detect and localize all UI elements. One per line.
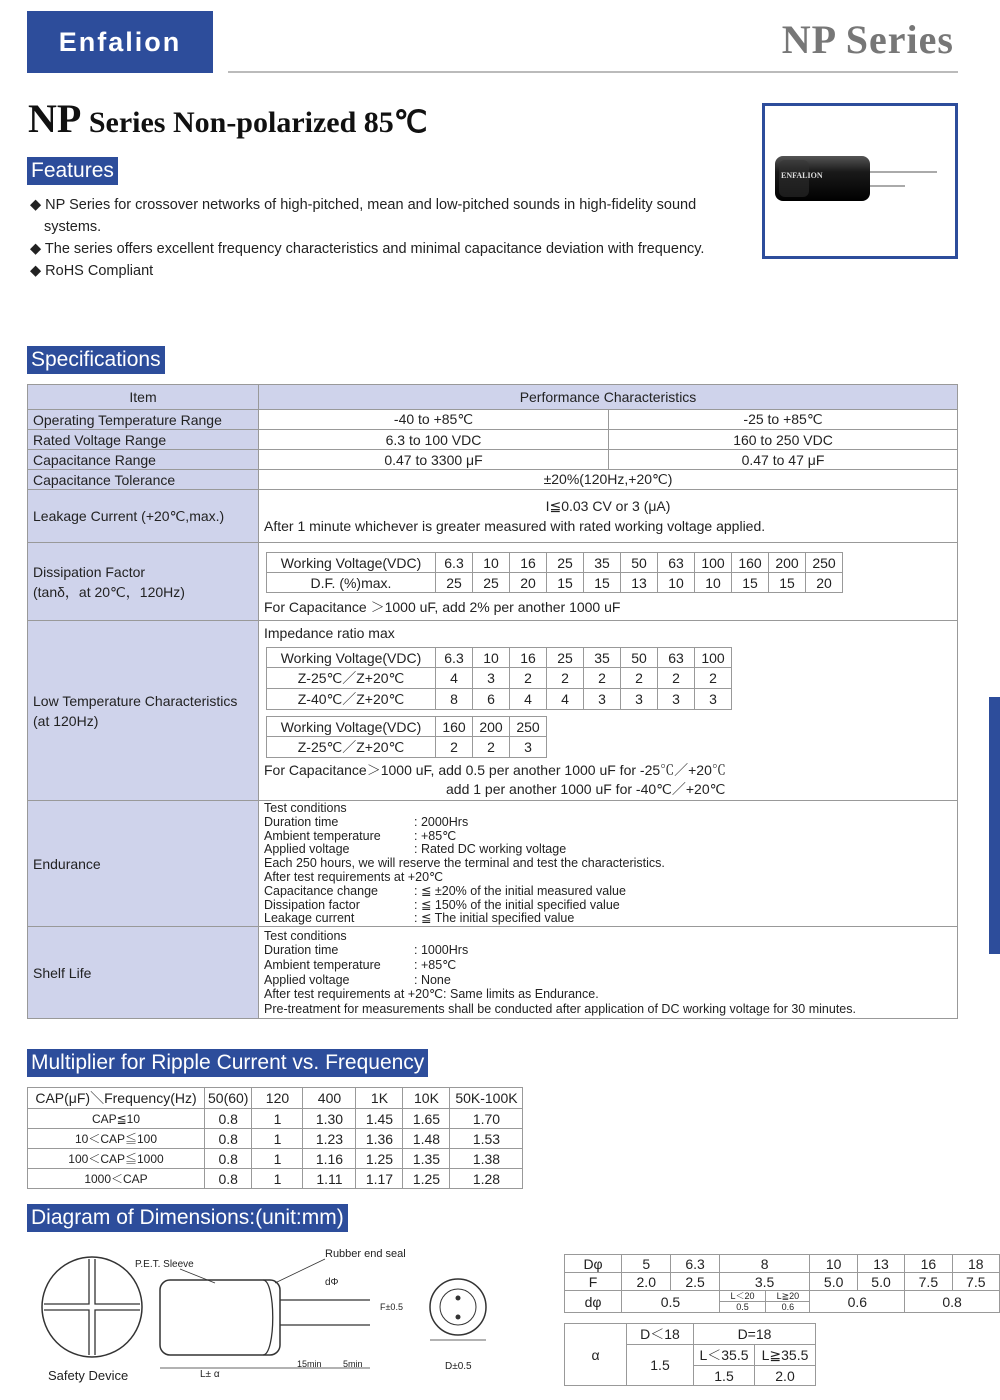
lt1-z40-label: Z-40℃／Z+20℃ <box>267 689 436 710</box>
brand-logo <box>27 11 213 73</box>
pet-sleeve-label: P.E.T. Sleeve <box>135 1259 194 1270</box>
df-voltage-cell: 35 <box>584 553 621 573</box>
dd-label: dφ <box>565 1291 622 1313</box>
col-performance: Performance Characteristics <box>259 385 958 410</box>
dd-split-cell <box>719 1291 810 1313</box>
lt1-z25-cell: 2 <box>510 668 547 689</box>
d-value: 10 <box>810 1255 857 1273</box>
side-accent-bar <box>989 697 1000 954</box>
cap-range-b: 0.47 to 47 μF <box>609 450 958 470</box>
lowtemp-note-1: For Capacitance＞1000 uF, add 0.5 per another 1000 uF for -25℃／+20℃ <box>264 762 726 778</box>
shelf-label: Shelf Life <box>28 927 259 1019</box>
f-value: 3.5 <box>719 1273 810 1291</box>
dimension-table-a <box>564 1254 1000 1313</box>
shelf-ambient-value: : +85℃ <box>414 958 457 973</box>
lt1-voltage-cell: 50 <box>621 648 658 668</box>
lt2-voltage-cell: 200 <box>473 717 510 737</box>
ripple-cell: 1.35 <box>403 1149 450 1169</box>
ripple-cell: 1.28 <box>450 1169 523 1189</box>
header-divider <box>228 71 958 73</box>
shelf-ambient-key: Ambient temperature <box>264 958 381 973</box>
df-label-2: (tanδ，at 20℃，120Hz) <box>33 583 185 600</box>
endurance-label: Endurance <box>28 801 259 927</box>
lt1-z40-cell: 3 <box>658 689 695 710</box>
lt2-voltage-cell: 160 <box>436 717 473 737</box>
df-percent-cell: 20 <box>806 573 843 593</box>
ripple-heading: Multiplier for Ripple Current vs. Frequency <box>27 1049 428 1077</box>
ripple-cell: 1.30 <box>303 1109 356 1129</box>
d-value: 5 <box>622 1255 671 1273</box>
series-title: NP Series <box>781 17 954 62</box>
df-voltage-cell: 63 <box>658 553 695 573</box>
lowtemp-label-1: Low Temperature Characteristics <box>33 692 238 709</box>
lt2-z25-cell: 2 <box>436 737 473 758</box>
lt1-z25-cell: 2 <box>584 668 621 689</box>
df-label-1: Dissipation Factor <box>33 563 146 580</box>
ripple-table <box>27 1087 523 1189</box>
d-value: 18 <box>952 1255 999 1273</box>
shelf-applied-value: : None <box>414 972 451 987</box>
l355-ge-label: L≧35.5 <box>755 1345 816 1366</box>
op-temp-label: Operating Temperature Range <box>28 410 259 430</box>
lt1-z25-cell: 2 <box>695 668 732 689</box>
cap-range-a: 0.47 to 3300 μF <box>259 450 609 470</box>
lt1-z40-cell: 8 <box>436 689 473 710</box>
lt1-z40-row <box>267 689 732 710</box>
df-value <box>259 543 958 621</box>
df-percent-cell: 15 <box>547 573 584 593</box>
shelf-value <box>259 927 958 1019</box>
title-rest: Series Non-polarized 85℃ <box>81 106 428 139</box>
endurance-cc-key: Capacitance change <box>264 883 378 898</box>
dd-value-3: 0.6 <box>810 1291 905 1313</box>
ripple-header-row <box>28 1088 523 1109</box>
lt1-voltage-cell: 35 <box>584 648 621 668</box>
ripple-row <box>28 1149 523 1169</box>
cap-tolerance-label: Capacitance Tolerance <box>28 470 259 490</box>
endurance-after: After test requirements at +20℃ <box>264 869 444 884</box>
endurance-applied-value: : Rated DC working voltage <box>414 842 567 857</box>
op-temp-a: -40 to +85℃ <box>259 410 609 430</box>
ripple-cell: 0.8 <box>205 1129 252 1149</box>
dimension-table-b <box>564 1323 816 1386</box>
dimension-diagram <box>20 1245 520 1385</box>
df-percent-cell: 20 <box>510 573 547 593</box>
lowtemp-title: Impedance ratio max <box>264 625 395 641</box>
endurance-each: Each 250 hours, we will reserve the terminal and test the characteristics. <box>264 856 665 871</box>
cap-range-label: Capacitance Range <box>28 450 259 470</box>
dd-l20a: L＜20 <box>720 1291 766 1302</box>
alpha-value-3: 2.0 <box>755 1366 816 1386</box>
df-voltage-label: Working Voltage(VDC) <box>267 553 436 573</box>
lt2-voltage-label: Working Voltage(VDC) <box>267 717 436 737</box>
shelf-duration-value: : 1000Hrs <box>414 943 469 958</box>
df-percent-cell: 15 <box>732 573 769 593</box>
df-voltage-cell: 25 <box>547 553 584 573</box>
leakage-note: After 1 minute whichever is greater measured with rated working voltage applied. <box>264 518 766 534</box>
d18-equal-label: D=18 <box>694 1324 816 1345</box>
ripple-header-cell: 1K <box>356 1088 403 1109</box>
shelf-tc: Test conditions <box>264 928 347 943</box>
lt1-z25-cell: 4 <box>436 668 473 689</box>
lt1-z40-cell: 6 <box>473 689 510 710</box>
endurance-tc: Test conditions <box>264 801 347 815</box>
lt2-z25-cell: 2 <box>473 737 510 758</box>
d-value: 6.3 <box>671 1255 719 1273</box>
rated-voltage-label: Rated Voltage Range <box>28 430 259 450</box>
df-percent-cell: 10 <box>695 573 732 593</box>
df-voltage-cell: 10 <box>473 553 510 573</box>
safety-device-label: Safety Device <box>48 1368 129 1383</box>
df-percent-row <box>267 573 843 593</box>
feature-item-1-cont: systems. <box>44 219 102 235</box>
col-item: Item <box>28 385 259 410</box>
lt2-voltage-row <box>267 717 547 737</box>
ripple-header-cell: 10K <box>403 1088 450 1109</box>
lt1-voltage-cell: 16 <box>510 648 547 668</box>
ripple-cell: 1 <box>252 1129 303 1149</box>
rubber-seal-label: Rubber end seal <box>325 1248 406 1260</box>
lead-15min-label: 15min <box>297 1359 322 1369</box>
capacitor-label: ENFALION <box>781 171 823 180</box>
ripple-row-label: 10＜CAP≦100 <box>28 1129 205 1149</box>
shelf-applied-key: Applied voltage <box>264 972 350 987</box>
ripple-header-cell: 50K-100K <box>450 1088 523 1109</box>
lt1-voltage-cell: 10 <box>473 648 510 668</box>
df-percent-cell: 15 <box>769 573 806 593</box>
endurance-duration-value: : 2000Hrs <box>414 814 469 829</box>
title-np: NP <box>28 96 82 141</box>
op-temp-b: -25 to +85℃ <box>609 410 958 430</box>
endurance-ambient-key: Ambient temperature <box>264 828 381 843</box>
lt1-z40-cell: 3 <box>621 689 658 710</box>
ripple-cell: 1.45 <box>356 1109 403 1129</box>
lowtemp-label <box>28 621 259 801</box>
ripple-header-cell: 50(60) <box>205 1088 252 1109</box>
df-voltage-row <box>267 553 843 573</box>
lt1-z25-row <box>267 668 732 689</box>
df-voltage-cell: 160 <box>732 553 769 573</box>
ripple-header-cell: 120 <box>252 1088 303 1109</box>
df-percent-cell: 25 <box>473 573 510 593</box>
capacitor-bottom-drawing <box>430 1279 486 1340</box>
df-voltage-cell: 50 <box>621 553 658 573</box>
dimA-diameter-row <box>565 1255 1000 1273</box>
dd-value-1: 0.5 <box>622 1291 720 1313</box>
ripple-cell: 1.38 <box>450 1149 523 1169</box>
d18-less-label: D＜18 <box>627 1324 694 1345</box>
ripple-cell: 0.8 <box>205 1109 252 1129</box>
dd-l20a-value: 0.5 <box>720 1302 766 1313</box>
lt1-voltage-cell: 6.3 <box>436 648 473 668</box>
ripple-cell: 0.8 <box>205 1149 252 1169</box>
lead-diameter-label: dΦ <box>325 1277 339 1288</box>
endurance-df-key: Dissipation factor <box>264 897 360 912</box>
f-value: 2.0 <box>622 1273 671 1291</box>
ripple-cell: 1.48 <box>403 1129 450 1149</box>
ripple-cell: 1.17 <box>356 1169 403 1189</box>
ripple-header-label: CAP(μF)＼Frequency(Hz) <box>28 1088 205 1109</box>
safety-device-drawing <box>42 1257 142 1357</box>
df-voltage-cell: 200 <box>769 553 806 573</box>
lt1-voltage-cell: 100 <box>695 648 732 668</box>
df-voltage-cell: 100 <box>695 553 732 573</box>
dimensions-heading: Diagram of Dimensions:(unit:mm) <box>27 1204 348 1232</box>
lt1-voltage-cell: 25 <box>547 648 584 668</box>
ripple-cell: 1.70 <box>450 1109 523 1129</box>
ripple-row <box>28 1109 523 1129</box>
endurance-value <box>259 801 958 927</box>
shelf-duration-key: Duration time <box>264 943 339 958</box>
l355-less-label: L＜35.5 <box>694 1345 755 1366</box>
ripple-cell: 1 <box>252 1109 303 1129</box>
leakage-label: Leakage Current (+20℃,max.) <box>28 490 259 543</box>
lt1-voltage-cell: 63 <box>658 648 695 668</box>
capacitor-side-drawing <box>160 1280 370 1368</box>
df-voltage-cell: 250 <box>806 553 843 573</box>
ripple-row <box>28 1169 523 1189</box>
dimA-pitch-row <box>565 1273 1000 1291</box>
lt1-z40-cell: 4 <box>547 689 584 710</box>
endurance-cc-value: : ≦ ±20% of the initial measured value <box>414 883 626 898</box>
ripple-cell: 1.25 <box>356 1149 403 1169</box>
cap-tolerance-value: ±20%(120Hz,+20℃) <box>259 470 958 490</box>
df-percent-cell: 10 <box>658 573 695 593</box>
ripple-row-label: CAP≦10 <box>28 1109 205 1129</box>
lt1-z25-cell: 2 <box>621 668 658 689</box>
lt1-z25-cell: 3 <box>473 668 510 689</box>
ripple-cell: 1.53 <box>450 1129 523 1149</box>
alpha-label: α <box>565 1324 627 1386</box>
lowtemp-value <box>259 621 958 801</box>
lt1-z25-label: Z-25℃／Z+20℃ <box>267 668 436 689</box>
leakage-formula: I≦0.03 CV or 3 (μA) <box>545 498 671 514</box>
ripple-row-label: 1000＜CAP <box>28 1169 205 1189</box>
ripple-cell: 1.11 <box>303 1169 356 1189</box>
lt2-z25-row <box>267 737 547 758</box>
specifications-table <box>27 384 958 1019</box>
endurance-df-value: : ≦ 150% of the initial specified value <box>414 897 620 912</box>
df-note: For Capacitance ＞1000 uF, add 2% per another 1000 uF <box>264 599 621 615</box>
f-value: 2.5 <box>671 1273 719 1291</box>
lowtemp-table-1 <box>266 647 732 710</box>
endurance-duration-key: Duration time <box>264 814 339 829</box>
df-percent-label: D.F. (%)max. <box>267 573 436 593</box>
f-label: F <box>565 1273 622 1291</box>
ripple-header-cell: 400 <box>303 1088 356 1109</box>
shelf-after: After test requirements at +20℃: Same limits as Endurance. <box>264 987 599 1002</box>
lt1-z25-cell: 2 <box>547 668 584 689</box>
rated-voltage-b: 160 to 250 VDC <box>609 430 958 450</box>
dd-split-table <box>720 1291 810 1312</box>
df-inner-table <box>266 552 843 593</box>
ripple-cell: 1.65 <box>403 1109 450 1129</box>
df-voltage-cell: 6.3 <box>436 553 473 573</box>
lowtemp-note-2: add 1 per another 1000 uF for -40℃／+20℃ <box>446 781 726 797</box>
ripple-cell: 0.8 <box>205 1169 252 1189</box>
dd-l20b-value: 0.6 <box>781 1302 795 1312</box>
lt1-voltage-row <box>267 648 732 668</box>
d-value: 13 <box>857 1255 904 1273</box>
f-value: 7.5 <box>952 1273 999 1291</box>
df-percent-cell: 13 <box>621 573 658 593</box>
logo-text: Enfalion <box>58 26 182 57</box>
d-tolerance-label: D±0.5 <box>445 1361 472 1372</box>
ripple-cell: 1.25 <box>403 1169 450 1189</box>
endurance-lc-key: Leakage current <box>264 911 355 926</box>
specifications-heading: Specifications <box>27 346 165 374</box>
feature-item-1: ◆ NP Series for crossover networks of high-pitched, mean and low-pitched sounds in high-fidelity sound <box>30 197 697 213</box>
d-label: Dφ <box>565 1255 622 1273</box>
ripple-row-label: 100＜CAP≦1000 <box>28 1149 205 1169</box>
ripple-cell: 1.16 <box>303 1149 356 1169</box>
f-value: 7.5 <box>905 1273 952 1291</box>
ripple-cell: 1.36 <box>356 1129 403 1149</box>
df-percent-cell: 15 <box>584 573 621 593</box>
df-voltage-cell: 16 <box>510 553 547 573</box>
ripple-cell: 1 <box>252 1169 303 1189</box>
f-tolerance-label: F±0.5 <box>380 1302 403 1312</box>
f-value: 5.0 <box>810 1273 857 1291</box>
lowtemp-table-2 <box>266 716 547 758</box>
f-value: 5.0 <box>857 1273 904 1291</box>
lt1-voltage-label: Working Voltage(VDC) <box>267 648 436 668</box>
rated-voltage-a: 6.3 to 100 VDC <box>259 430 609 450</box>
lt1-z40-cell: 3 <box>695 689 732 710</box>
dd-value-4: 0.8 <box>905 1291 1000 1313</box>
alpha-value-2: 1.5 <box>694 1366 755 1386</box>
product-photo <box>762 103 958 259</box>
lt2-z25-cell: 3 <box>510 737 547 758</box>
ripple-cell: 1.23 <box>303 1129 356 1149</box>
lt2-voltage-cell: 250 <box>510 717 547 737</box>
d-value: 16 <box>905 1255 952 1273</box>
lowtemp-label-2: (at 120Hz) <box>33 712 99 729</box>
page-title <box>28 95 428 142</box>
lt1-z40-cell: 3 <box>584 689 621 710</box>
feature-item-3: ◆ RoHS Compliant <box>30 263 154 279</box>
endurance-applied-key: Applied voltage <box>264 842 350 857</box>
leakage-value <box>259 490 958 543</box>
alpha-value-1: 1.5 <box>627 1345 694 1386</box>
df-label <box>28 543 259 621</box>
length-label: L± α <box>200 1369 220 1380</box>
lt2-z25-label: Z-25℃／Z+20℃ <box>267 737 436 758</box>
lt1-z40-cell: 4 <box>510 689 547 710</box>
dd-l20b: L≧20 <box>766 1291 810 1302</box>
ripple-row <box>28 1129 523 1149</box>
features-heading: Features <box>27 157 118 185</box>
endurance-ambient-value: : +85℃ <box>414 828 457 843</box>
df-percent-cell: 25 <box>436 573 473 593</box>
lt1-z25-cell: 2 <box>658 668 695 689</box>
ripple-cell: 1 <box>252 1149 303 1169</box>
endurance-lc-value: : ≦ The initial specified value <box>414 911 575 926</box>
lead-5min-label: 5min <box>343 1359 363 1369</box>
d-value: 8 <box>719 1255 810 1273</box>
feature-item-2: ◆ The series offers excellent frequency characteristics and minimal capacitance deviation with frequency. <box>30 241 705 257</box>
capacitor-image <box>765 106 955 256</box>
shelf-pre: Pre-treatment for measurements shall be conducted after application of DC working voltage for 30 minutes. <box>264 1001 856 1016</box>
